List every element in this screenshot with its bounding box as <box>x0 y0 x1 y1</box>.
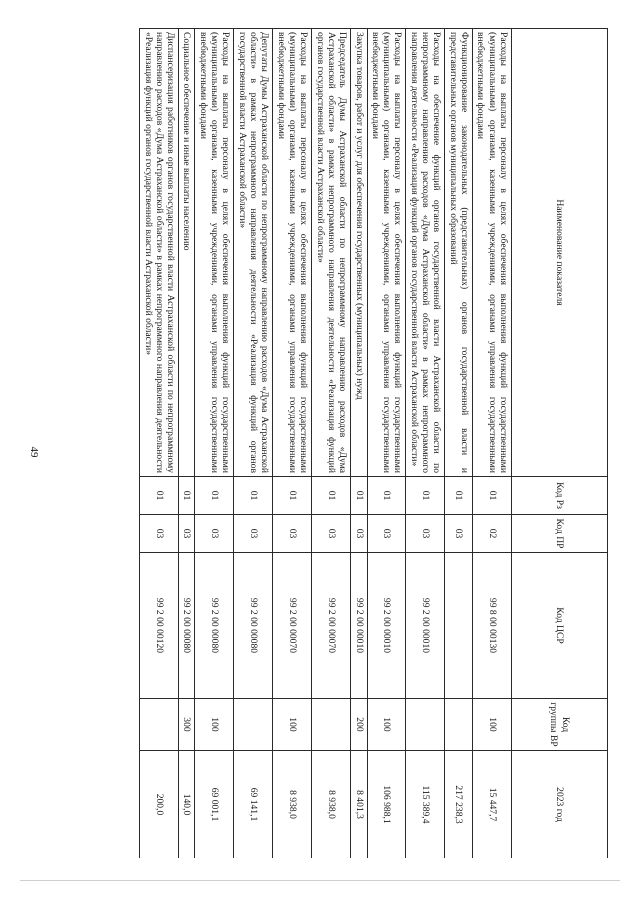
row-rz: 01 <box>312 477 351 515</box>
table-row <box>406 29 445 859</box>
row-pr: 03 <box>312 515 351 553</box>
row-amount: 69 001,1 <box>195 751 234 859</box>
row-pr: 03 <box>140 515 179 553</box>
row-amount: 8 938,0 <box>312 751 351 859</box>
row-rz: 01 <box>351 477 367 515</box>
row-name: Социальное обеспечение и иные выплаты населению <box>179 29 195 477</box>
row-vr: 200 <box>351 699 367 751</box>
row-name: Расходы на выплаты персоналу в целях обеспечения выполнения функций государственными (муниципальными) органами, казенными учреждениями, органами управления государственными внебюджетными фондами <box>473 29 512 477</box>
row-rz: 01 <box>473 477 512 515</box>
scan-edge-line <box>20 880 620 881</box>
row-amount: 8 401,3 <box>351 751 367 859</box>
row-name: Председатель Думы Астраханской области по непрограммному направлению расходов «Дума Астраханской области» в рамках непрограммного направления деятельности «Реализация функций органов государственной власти Астраханской области» <box>312 29 351 477</box>
row-name: Диспансеризация работников органов государственной власти Астраханской области по непрограммному направлению расходов «Дума Астраханской области» в рамках непрограммного направления деятельности «Реализация функций органов государственной власти Астраханской области» <box>140 29 179 477</box>
row-name: Депутаты Думы Астраханской области по непрограммному направлению расходов «Дума Астраханской области» в рамках непрограммного направления деятельности «Реализация функций органов государственной власти Астраханской области» <box>234 29 273 477</box>
row-rz: 01 <box>367 477 406 515</box>
row-name: Расходы на выплаты персоналу в целях обеспечения выполнения функций государственными (муниципальными) органами, казенными учреждениями, органами управления государственными внебюджетными фондами <box>273 29 312 477</box>
row-vr <box>312 699 351 751</box>
row-csr: 99 2 00 00070 <box>312 553 351 699</box>
row-csr: 99 2 00 00080 <box>179 553 195 699</box>
table-header-row <box>512 29 608 859</box>
table-row <box>140 29 179 859</box>
table-row <box>312 29 351 859</box>
row-amount: 8 938,0 <box>273 751 312 859</box>
row-vr <box>445 699 473 751</box>
row-pr: 03 <box>234 515 273 553</box>
row-csr: 99 8 00 00130 <box>473 553 512 699</box>
row-name: Расходы на выплаты персоналу в целях обеспечения выполнения функций государственными (муниципальными) органами, казенными учреждениями, органами управления государственными внебюджетными фондами <box>367 29 406 477</box>
row-rz: 01 <box>179 477 195 515</box>
row-amount: 69 141,1 <box>234 751 273 859</box>
row-pr: 03 <box>179 515 195 553</box>
row-rz: 01 <box>273 477 312 515</box>
row-rz: 01 <box>140 477 179 515</box>
row-rz: 01 <box>234 477 273 515</box>
row-amount: 217 238,3 <box>445 751 473 859</box>
row-amount: 15 447,7 <box>473 751 512 859</box>
row-name: Функционирование законодательных (представительных) органов государственной власти и представительных органов муниципальных образований <box>445 29 473 477</box>
row-csr: 99 2 00 00010 <box>367 553 406 699</box>
header-vr: Код группы ВР <box>512 699 608 751</box>
row-name: Закупка товаров, работ и услуг для обеспечения государственных (муниципальных) нужд <box>351 29 367 477</box>
row-vr: 300 <box>179 699 195 751</box>
row-rz: 01 <box>445 477 473 515</box>
row-pr: 03 <box>195 515 234 553</box>
row-vr: 100 <box>473 699 512 751</box>
row-pr: 03 <box>406 515 445 553</box>
header-amount: 2023 год <box>512 751 608 859</box>
header-csr: Код ЦСР <box>512 553 608 699</box>
row-name: Расходы на выплаты персоналу в целях обеспечения выполнения функций государственными (муниципальными) органами, казенными учреждениями, органами управления государственными внебюджетными фондами <box>195 29 234 477</box>
row-vr <box>406 699 445 751</box>
table-row <box>473 29 512 859</box>
row-amount: 200,0 <box>140 751 179 859</box>
row-amount: 106 988,1 <box>367 751 406 859</box>
table-row <box>273 29 312 859</box>
table-row <box>179 29 195 859</box>
row-vr: 100 <box>195 699 234 751</box>
header-pr: Код ПР <box>512 515 608 553</box>
row-csr: 99 2 00 00070 <box>273 553 312 699</box>
row-amount: 115 389,4 <box>406 751 445 859</box>
page-number: 49 <box>28 446 40 458</box>
table-row <box>367 29 406 859</box>
row-amount: 140,0 <box>179 751 195 859</box>
row-csr: 99 2 00 00010 <box>351 553 367 699</box>
rotated-page-viewport <box>88 28 608 858</box>
row-vr: 100 <box>273 699 312 751</box>
row-csr: 99 2 00 00080 <box>195 553 234 699</box>
row-pr: 03 <box>273 515 312 553</box>
table-row <box>445 29 473 859</box>
table-row <box>351 29 367 859</box>
row-csr: 99 2 00 00120 <box>140 553 179 699</box>
row-rz: 01 <box>406 477 445 515</box>
row-vr: 100 <box>367 699 406 751</box>
row-csr: 99 2 00 00010 <box>406 553 445 699</box>
row-pr: 02 <box>473 515 512 553</box>
table-row <box>234 29 273 859</box>
row-pr: 03 <box>367 515 406 553</box>
row-pr: 03 <box>351 515 367 553</box>
row-vr <box>234 699 273 751</box>
table-row <box>195 29 234 859</box>
row-pr: 03 <box>445 515 473 553</box>
row-csr: 99 2 00 00080 <box>234 553 273 699</box>
header-rz: Код Рз <box>512 477 608 515</box>
row-rz: 01 <box>195 477 234 515</box>
row-vr <box>140 699 179 751</box>
landscape-content <box>88 28 608 858</box>
header-name: Наименование показателя <box>512 29 608 477</box>
row-name: Расходы на обеспечение функций органов государственной власти Астраханской области по непрограммному направлению расходов «Дума Астраханской области» в рамках непрограммного направления деятельности «Реализация функций органов государственной власти Астраханской области» <box>406 29 445 477</box>
budget-table <box>139 28 608 858</box>
row-csr <box>445 553 473 699</box>
